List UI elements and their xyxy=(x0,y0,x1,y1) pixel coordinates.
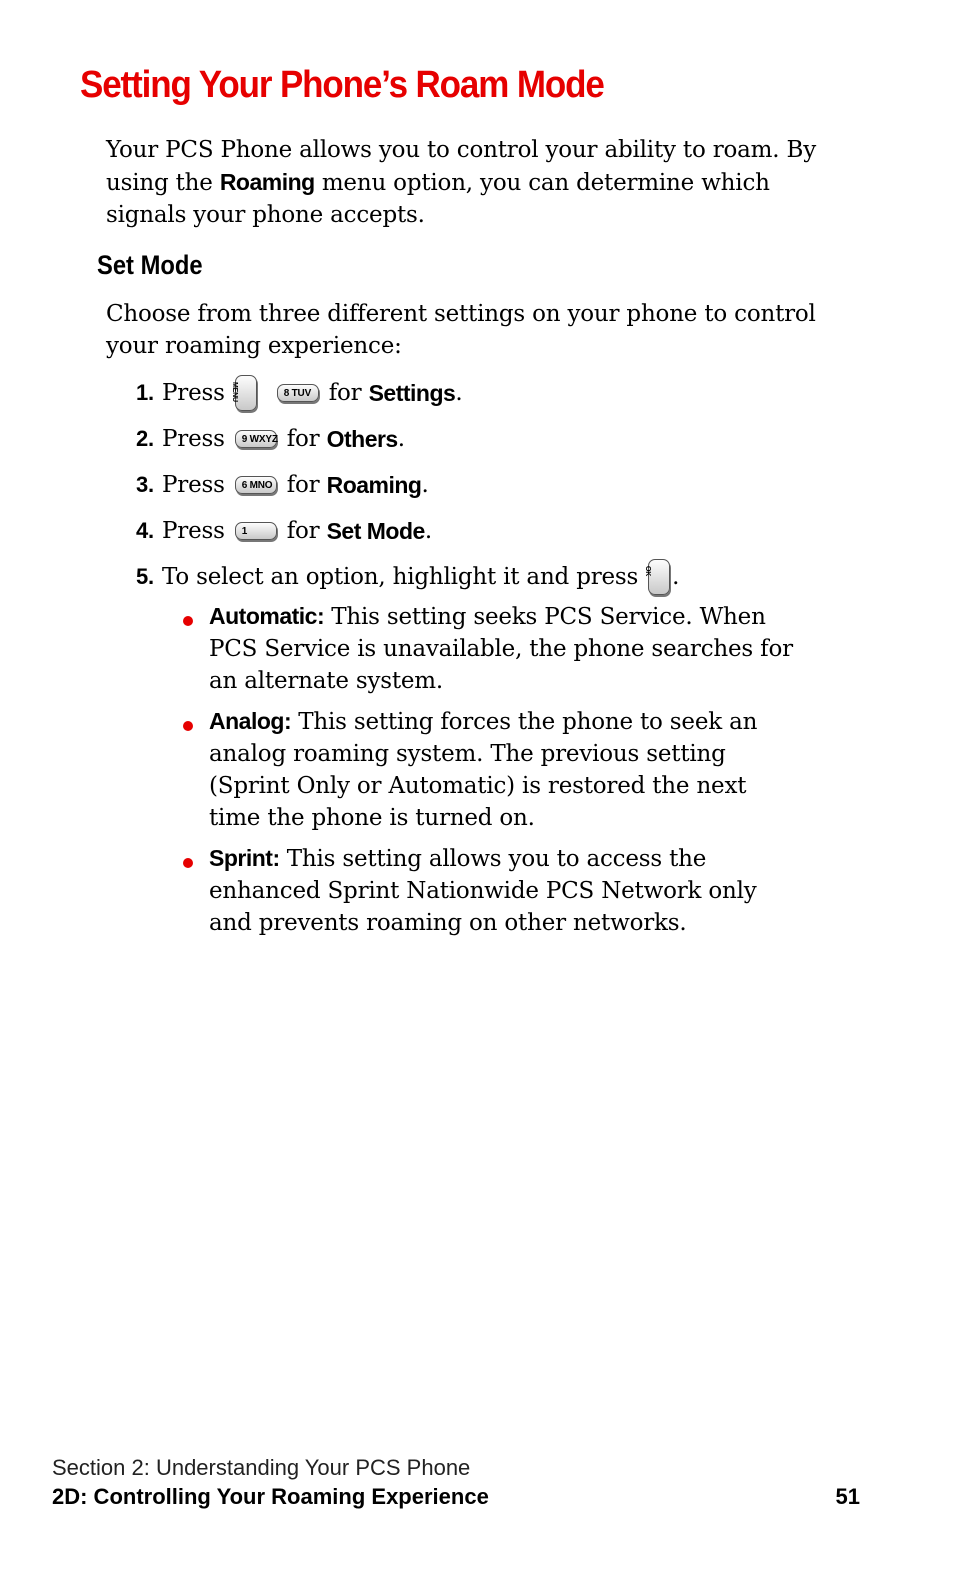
footer-chapter: 2D: Controlling Your Roaming Experience xyxy=(52,1484,489,1509)
step-press: Press xyxy=(162,472,225,498)
step-1 xyxy=(136,370,836,416)
option-label: Automatic: xyxy=(209,603,325,629)
option-analog xyxy=(180,705,800,834)
page-title: Setting Your Phone’s Roam Mode xyxy=(80,64,604,106)
footer-section: Section 2: Understanding Your PCS Phone xyxy=(52,1455,471,1480)
key-8-icon: 8 TUV xyxy=(277,384,319,402)
step-2 xyxy=(136,416,836,462)
step-for: for xyxy=(286,518,320,544)
step-number: 1. xyxy=(136,380,154,405)
option-sprint xyxy=(180,842,800,939)
step-number: 5. xyxy=(136,564,154,589)
step-target: Roaming xyxy=(326,472,422,498)
option-label: Analog: xyxy=(209,708,292,734)
step-for: for xyxy=(286,472,320,498)
step-press: Press xyxy=(162,380,225,406)
footer-chapter-row xyxy=(52,1482,860,1512)
section-heading: Set Mode xyxy=(97,250,203,280)
option-text: This setting allows you to access the enhanced Sprint Nationwide PCS Network only and prevents roaming on other networks. xyxy=(209,846,757,936)
step-end: . xyxy=(424,518,432,544)
bullet-icon xyxy=(183,616,193,626)
step-number: 2. xyxy=(136,426,154,451)
page-footer xyxy=(52,1454,860,1512)
option-text: This setting forces the phone to seek an analog roaming system. The previous setting (Sprint Only or Automatic) is restored the next time the phone is turned on. xyxy=(209,709,758,831)
option-text: This setting seeks PCS Service. When PCS Service is unavailable, the phone searches for an alternate system. xyxy=(209,604,793,694)
page-number: 51 xyxy=(835,1484,860,1509)
intro-text-after: menu option, you can determine which signals your phone accepts. xyxy=(106,170,770,228)
bullet-icon xyxy=(183,858,193,868)
step-target: Set Mode xyxy=(326,518,425,544)
key-6-icon: 6 MNO xyxy=(235,476,277,494)
option-automatic xyxy=(180,600,800,697)
menu-key-icon: MENU xyxy=(235,375,257,411)
option-label: Sprint: xyxy=(209,845,280,871)
step-5 xyxy=(136,554,836,600)
step-end: . xyxy=(672,564,680,590)
step-3 xyxy=(136,462,836,508)
intro-text-before: Your PCS Phone allows you to control your ability to roam. By using the xyxy=(106,137,816,196)
step-number: 3. xyxy=(136,472,154,497)
step-4 xyxy=(136,508,836,554)
ok-key-icon: OK xyxy=(648,559,670,595)
bullet-icon xyxy=(183,721,193,731)
step-target: Settings xyxy=(368,380,456,406)
step-for: for xyxy=(328,380,362,406)
step-end: . xyxy=(421,472,429,498)
step-press: Press xyxy=(162,426,225,452)
key-1-icon: 1 xyxy=(235,522,277,540)
step-end: . xyxy=(397,426,405,452)
key-9-icon: 9 WXYZ xyxy=(235,430,277,448)
step-end: . xyxy=(455,380,463,406)
step-text: To select an option, highlight it and press xyxy=(162,564,639,590)
steps-list xyxy=(136,370,836,600)
options-list xyxy=(180,600,800,947)
step-for: for xyxy=(286,426,320,452)
intro-keyword: Roaming xyxy=(219,169,315,195)
intro-paragraph xyxy=(106,134,826,231)
step-number: 4. xyxy=(136,518,154,543)
step-target: Others xyxy=(326,426,398,452)
step-press: Press xyxy=(162,518,225,544)
section-intro: Choose from three different settings on your phone to control your roaming experience: xyxy=(106,301,816,359)
